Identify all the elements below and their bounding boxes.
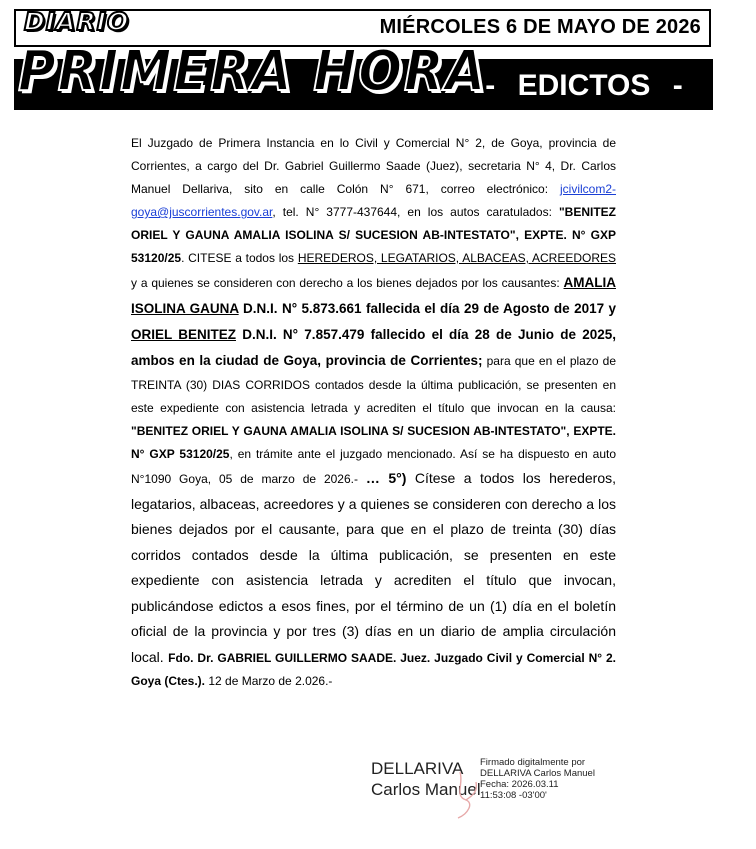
signature-detail-line: Fecha: 2026.03.11 (480, 779, 559, 790)
masthead-title-logo: PRIMERA HORA (18, 39, 488, 104)
citation-text: Cítese a todos los herederos, legatarios, albaceas, acreedores y a quienes se consideren con derecho a los bienes dejados por el causante, para que en el plazo de treinta (30) días corridos contados desde la última publicación, se presenten en este expediente con asistencia letrada y acrediten el título que invocan, publicándose edictos a esos fines, por el término de un (1) día en el boletín oficial de la provincia y por tres (3) días en un diario de amplia circulación local. (131, 470, 617, 665)
deceased-name-2: ORIEL BENITEZ (131, 327, 236, 342)
signed-by: Fdo. Dr. GABRIEL GUILLERMO SAADE. Juez. Juzgado Civil y Comercial N° 2. Goya (Ctes.). (131, 650, 616, 688)
edict-text: El Juzgado de Primera Instancia en lo Civil y Comercial N° 2, de Goya, provincia de Corrientes, a cargo del Dr. Gabriel Guillermo Saade (Juez), secretaria N° 4, Dr. Carlos Manuel Dellariva, sito en calle Colón N° 671, correo electrónico: (131, 136, 616, 196)
masthead-header (14, 9, 713, 110)
edict-body (131, 132, 616, 693)
summoned-parties: HEREDEROS, LEGATARIOS, ALBACEAS, ACREEDORES (297, 251, 617, 265)
signature-detail-line: Firmado digitalmente por (480, 757, 586, 768)
signer-surname: DELLARIVA (371, 759, 464, 778)
court-email-link[interactable]: jcivilcom2-goya@juscorrientes.gov.ar (131, 182, 616, 219)
case-caption-repeat: "BENITEZ ORIEL Y GAUNA AMALIA ISOLINA S/ SUCESION AB-INTESTATO", EXPTE. N° GXP 53120/25 (131, 424, 616, 461)
deceased-details-1: D.N.I. N° 5.873.661 fallecida el día 29 de Agosto de 2017 y (238, 301, 617, 316)
edict-paragraph (131, 132, 616, 693)
section-title: - EDICTOS - (485, 69, 683, 102)
edict-text: , en trámite ante el juzgado mencionado. Así se ha dispuesto en auto N°1090 Goya, 05 de marzo de 2026.- (131, 447, 616, 486)
signer-given-names: Carlos Manuel (371, 780, 481, 799)
resolution-item: … 5°) (365, 470, 407, 486)
deceased-details-2: D.N.I. N° 7.857.479 fallecido el día 28 de Junio de 2025, ambos en la ciudad de Goya, provincia de Corrientes; (131, 327, 616, 368)
edict-text: , tel. N° 3777-437644, en los autos caratulados: (272, 205, 559, 219)
edict-date: 12 de Marzo de 2.026.- (205, 674, 333, 688)
deceased-name-1: AMALIA ISOLINA GAUNA (131, 275, 616, 316)
publication-date: MIÉRCOLES 6 DE MAYO DE 2026 (379, 16, 701, 38)
edict-text: y a quienes se consideren con derecho a los bienes dejados por los causantes: (131, 276, 564, 290)
masthead-title-small: DIARIO (24, 7, 130, 36)
case-caption: "BENITEZ ORIEL Y GAUNA AMALIA ISOLINA S/ SUCESION AB-INTESTATO", EXPTE. N° GXP 53120/25 (131, 205, 616, 265)
edict-text: para que en el plazo de TREINTA (30) DIAS CORRIDOS contados desde la última publicación, se presenten en este expediente con asistencia letrada y acrediten el título que invocan en la causa: (131, 354, 617, 415)
signature-details (480, 757, 595, 801)
edict-text: . CITESE a todos los (181, 251, 298, 265)
signature-detail-line: 11:53:08 -03'00' (480, 790, 547, 801)
signature-detail-line: DELLARIVA Carlos Manuel (480, 768, 595, 779)
